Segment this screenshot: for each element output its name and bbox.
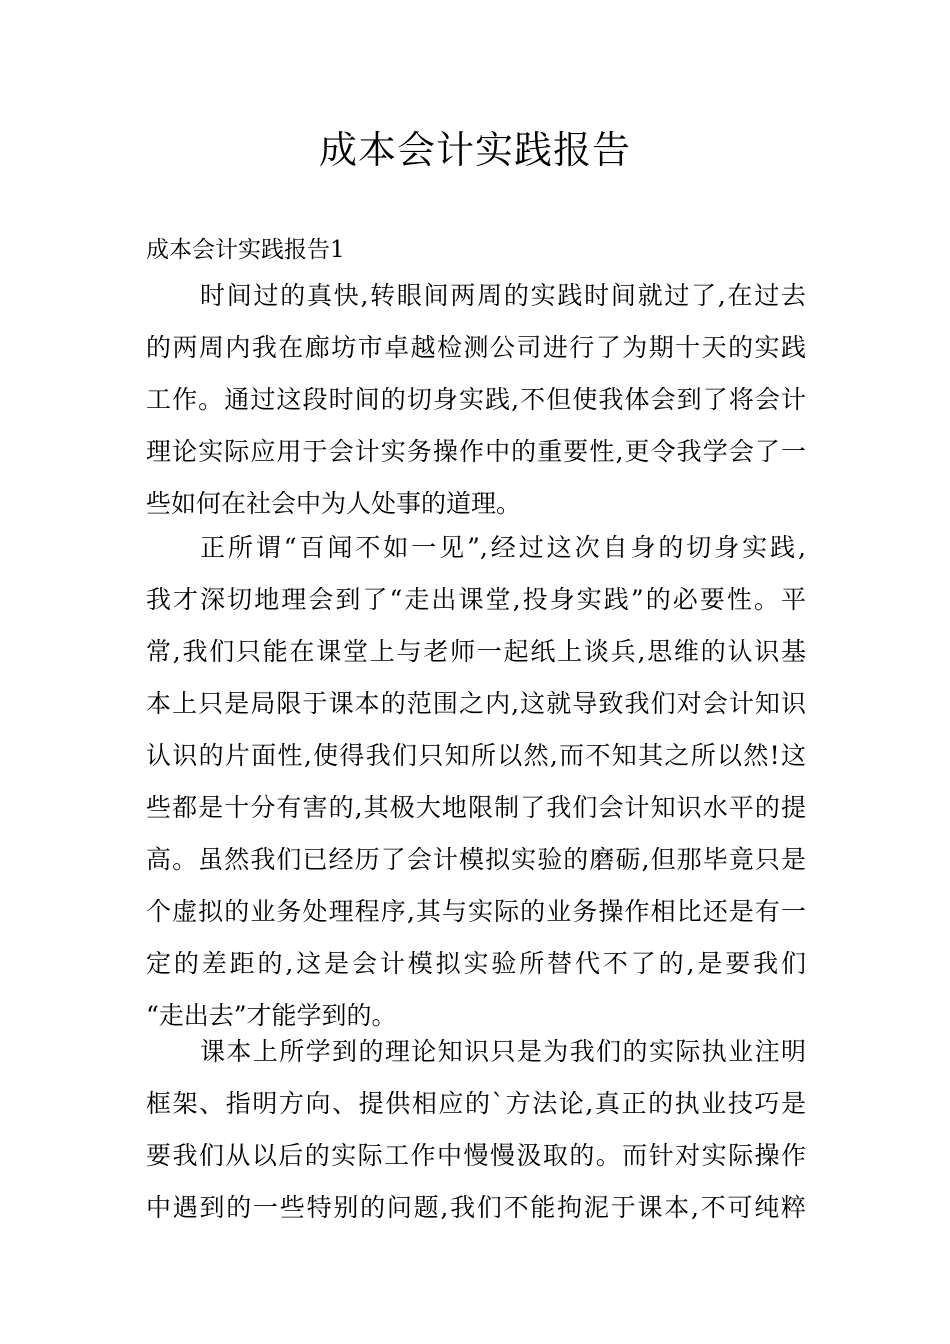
paragraph-line: 课本上所学到的理论知识只是为我们的实际执业注明: [200, 1037, 806, 1066]
paragraph-3: [146, 1026, 806, 1234]
paragraph-1: [146, 270, 806, 530]
paragraph-line: 正所谓“百闻不如一见”,经过这次自身的切身实践,: [200, 533, 806, 562]
section-heading: 成本会计实践报告1: [146, 237, 345, 263]
paragraph-line: 框架、指明方向、提供相应的`方法论,真正的执业技巧是: [146, 1089, 806, 1118]
paragraph-line: 些如何在社会中为人处事的道理。: [146, 489, 522, 518]
paragraph-line: 理论实际应用于会计实务操作中的重要性,更令我学会了一: [146, 437, 806, 466]
paragraph-line: 本上只是局限于课本的范围之内,这就导致我们对会计知识: [146, 689, 806, 718]
paragraph-line: 认识的片面性,使得我们只知所以然,而不知其之所以然!这: [146, 741, 806, 770]
paragraph-line: 的两周内我在廊坊市卓越检测公司进行了为期十天的实践: [146, 333, 806, 362]
paragraph-line: 些都是十分有害的,其极大地限制了我们会计知识水平的提: [146, 793, 806, 822]
paragraph-line: 时间过的真快,转眼间两周的实践时间就过了,在过去: [200, 281, 806, 310]
paragraph-2: [146, 522, 806, 1042]
paragraph-line: 中遇到的一些特别的问题,我们不能拘泥于课本,不可纯粹: [146, 1193, 806, 1222]
paragraph-line: 工作。通过这段时间的切身实践,不但使我体会到了将会计: [146, 385, 806, 414]
paragraph-line: “走出去”才能学到的。: [146, 1001, 397, 1030]
paragraph-line: 常,我们只能在课堂上与老师一起纸上谈兵,思维的认识基: [146, 637, 806, 666]
paragraph-line: 高。虽然我们已经历了会计模拟实验的磨砺,但那毕竟只是: [146, 845, 806, 874]
paragraph-line: 我才深切地理会到了“走出课堂,投身实践”的必要性。平: [146, 585, 806, 614]
paragraph-line: 要我们从以后的实际工作中慢慢汲取的。而针对实际操作: [146, 1141, 806, 1170]
document-title: 成本会计实践报告: [318, 128, 631, 172]
paragraph-line: 定的差距的,这是会计模拟实验所替代不了的,是要我们: [146, 949, 806, 978]
paragraph-line: 个虚拟的业务处理程序,其与实际的业务操作相比还是有一: [146, 897, 806, 926]
